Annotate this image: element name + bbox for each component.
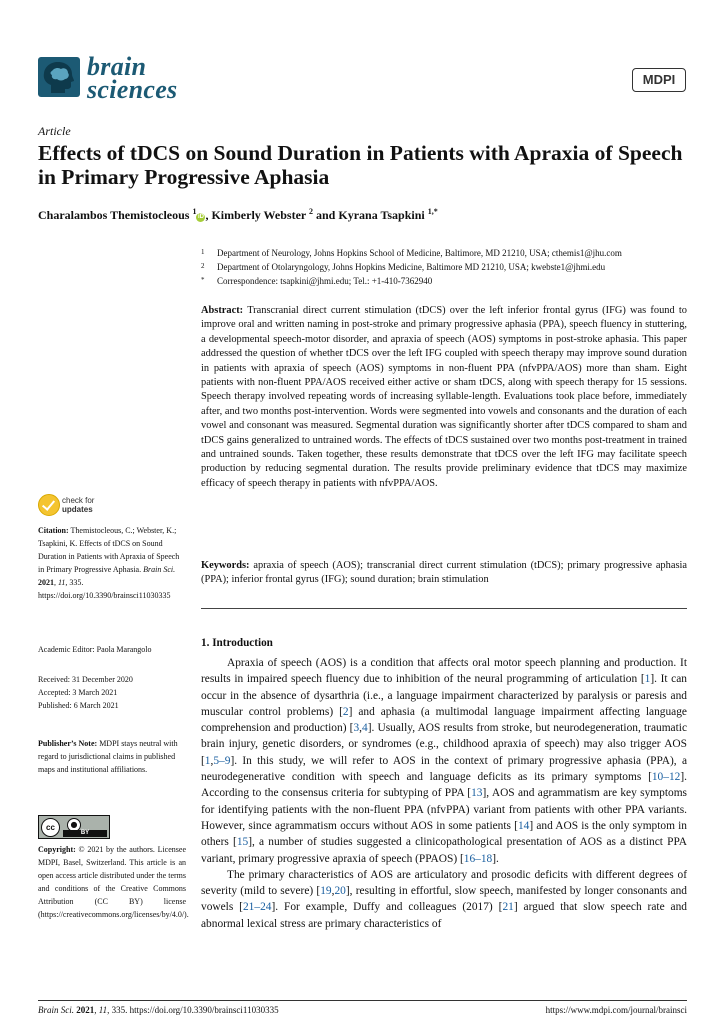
- citation-label: Citation:: [38, 526, 69, 535]
- dates-block: [38, 673, 186, 712]
- intro-text: ], resulting in effortful, slow speech, manifested by longer consonants and vowels [: [201, 885, 687, 914]
- citation-ref[interactable]: 1: [204, 754, 211, 767]
- correspondence-text: Correspondence: tsapkini@jhmi.edu; Tel.: +1-410-7362940: [217, 276, 433, 286]
- footer-doi[interactable]: , 335. https://doi.org/10.3390/brainsci11030335: [107, 1005, 279, 1015]
- citation-ref[interactable]: 20: [334, 885, 346, 898]
- citation-ref[interactable]: 2: [342, 705, 349, 718]
- intro-text: ]. According to the consensus criteria for subtyping of PPA [: [201, 771, 687, 800]
- affiliation-row: [201, 260, 622, 274]
- citation-text: Themistocleous, C.; Webster, K.; Tsapkini, K. Effects of tDCS on Sound Duration in Patients with Apraxia of Speech in Primary Progressive Aphasia.: [38, 526, 180, 574]
- journal-logo-icon: [38, 57, 80, 97]
- intro-paragraph-1: [201, 655, 687, 867]
- journal-name-line2: sciences: [87, 75, 178, 104]
- citation-ref[interactable]: 15: [236, 836, 249, 849]
- citation-ref[interactable]: 1: [644, 673, 651, 686]
- abstract-label: Abstract:: [201, 305, 244, 316]
- author-name[interactable]: Kimberly Webster: [211, 208, 306, 222]
- intro-text: ] and AOS is the only symptom in others [: [201, 819, 687, 849]
- intro-text: ,: [359, 722, 362, 735]
- affiliation-text: Department of Neurology, Johns Hopkins School of Medicine, Baltimore, MD 21210, USA; cthemis1@jhu.com: [217, 248, 622, 258]
- publisher-note: [38, 737, 186, 776]
- section-heading: 1. Introduction: [201, 637, 273, 649]
- copyright-label: Copyright:: [38, 845, 76, 854]
- affiliation-row: [201, 274, 622, 288]
- cc-by-license-icon[interactable]: [38, 815, 110, 839]
- footer-year: 2021: [76, 1005, 95, 1015]
- citation-ref[interactable]: 16–18: [463, 852, 493, 865]
- author-sup: 2: [309, 207, 313, 216]
- check-line2: updates: [62, 505, 93, 514]
- author-and: and: [313, 208, 339, 222]
- article-title: Effects of tDCS on Sound Duration in Patients with Apraxia of Speech in Primary Progressive Aphasia: [38, 141, 683, 189]
- received-date: Received: 31 December 2020: [38, 675, 133, 684]
- abstract-text: Transcranial direct current stimulation (tDCS) over the left inferior frontal gyrus (IFG) was found to improve oral and written naming in post-stroke and primary progressive aphasia (PPA), speech fluency in stuttering, a developmental speech-motor disorder, and apraxia of speech (AOS) symptoms in post-stroke aphasia. This paper addressed the question of whether tDCS over the left IFG coupled with speech therapy may improve sound duration in patients with apraxia of speech (AOS) symptoms in non-fluent PPA (nfvPPA/AOS) more than sham. Eight patients with non-fluent PPA/AOS received either active or sham tDCS, along with speech therapy for 15 sessions. Speech therapy involved repeating words of increasing syllable-length. Evaluations took place before, immediately after, and two months post-intervention. Words were segmented into vowels and consonants and the duration of each vowel and consonant was measured. Segmental duration was significantly shorter after tDCS compared to sham and tDCS gains generalized to untrained words. The effects of tDCS sustained over two months post-treatment in trained and untrained sounds. Taken together, these results demonstrate that tDCS over the left IFG may facilitate speech production by reducing segmental duration. The results provide preliminary evidence that tDCS may maximize efficacy of speech therapy in patients with nfvPPA/AOS.: [201, 305, 687, 489]
- keywords-label: Keywords:: [201, 560, 250, 571]
- citation-ref[interactable]: 5–9: [213, 754, 231, 767]
- author-sup: 1: [192, 207, 197, 216]
- intro-text: The primary characteristics of AOS are articulatory and prosodic deficits with different degrees of severity (mild to severe) [: [201, 868, 687, 898]
- by-label: BY: [63, 830, 107, 837]
- cc-label: cc: [41, 818, 60, 837]
- citation-ref[interactable]: 19: [320, 885, 332, 898]
- affiliation-mark: *: [201, 276, 205, 284]
- affiliation-mark: 2: [201, 262, 205, 270]
- footer-journal-url[interactable]: https://www.mdpi.com/journal/brainsci: [545, 1005, 687, 1015]
- footer-divider: [38, 1000, 687, 1001]
- footer-citation: Brain Sci. 2021, 11, 335. https://doi.org/10.3390/brainsci11030335: [38, 1005, 279, 1015]
- intro-text: ]. Usually, AOS results from stroke, but neurodegeneration, traumatic brain injury, genetic disorders, or syndromes (e.g., childhood apraxia of speech) may also trigger AOS [: [201, 722, 688, 767]
- intro-text: ,: [210, 754, 214, 767]
- affiliation-row: [201, 246, 622, 260]
- author-name[interactable]: Charalambos Themistocleous: [38, 208, 190, 222]
- intro-text: ], AOS and agrammatism are key symptoms for identifying patients with the non-fluent PPA (nfvPPA) variant from patients with other PPA variants. However, since agrammatism occurs without AOS in some patients [: [201, 787, 687, 832]
- journal-name: [87, 52, 178, 104]
- publisher-note-text: MDPI stays neutral with regard to jurisdictional claims in published maps and institutional affiliations.: [38, 739, 178, 774]
- author-list: [38, 207, 438, 223]
- citation-volume: 11: [58, 578, 66, 587]
- affiliations: [201, 246, 622, 288]
- journal-name-line1: brain: [87, 52, 147, 81]
- publisher-note-label: Publisher’s Note:: [38, 739, 98, 748]
- citation-ref[interactable]: 21–24: [242, 901, 272, 914]
- intro-text: ]. For example, Duffy and colleagues (2017) [: [271, 901, 503, 914]
- introduction-body: [201, 655, 687, 932]
- intro-text: ].: [492, 852, 499, 865]
- author-separator: ,: [205, 208, 212, 222]
- footer-volume: 11: [98, 1005, 108, 1015]
- keywords: [201, 559, 687, 588]
- citation-ref[interactable]: 4: [362, 722, 368, 735]
- academic-editor: Academic Editor: Paola Marangolo: [38, 645, 152, 654]
- intro-text: ], a number of studies suggested a clinicopathological presentation of AOS as a distinct PPA variant, primary progressive apraxia of speech (PPAOS) [: [201, 836, 687, 865]
- citation-ref[interactable]: 21: [502, 901, 514, 914]
- citation-year: 2021: [38, 578, 54, 587]
- check-for-updates-icon[interactable]: [38, 494, 60, 516]
- citation-ref[interactable]: 14: [517, 819, 530, 832]
- citation-ref[interactable]: 13: [471, 787, 483, 800]
- article-type: Article: [38, 124, 71, 138]
- section-divider: [201, 608, 687, 609]
- footer-journal: Brain Sci.: [38, 1005, 74, 1015]
- abstract: [201, 304, 687, 491]
- author-name[interactable]: Kyrana Tsapkini: [338, 208, 425, 222]
- author-sup: 1,*: [427, 207, 438, 216]
- published-date: Published: 6 March 2021: [38, 701, 119, 710]
- intro-paragraph-2: [201, 867, 687, 932]
- citation-journal: Brain Sci.: [143, 565, 176, 574]
- person-icon: ●: [67, 818, 81, 832]
- citation-ref[interactable]: 10–12: [651, 771, 681, 784]
- intro-text: ] and aphasia (a multimodal language impairment affecting language comprehension and production) [: [201, 705, 687, 735]
- intro-text: ]. It can occur in the absence of dysarthria (i.e., a language impairment characterized by paralysis or paresis and muscular control problems) [: [201, 673, 687, 718]
- copyright-text: © 2021 by the authors. Licensee MDPI, Basel, Switzerland. This article is an open access article distributed under the terms and conditions of the Creative Commons Attribution (CC BY) license (https://creativecommons.org/licenses/by/4.0/).: [38, 845, 189, 919]
- citation-block: Citation: Themistocleous, C.; Webster, K.; Tsapkini, K. Effects of tDCS on Sound Duration in Patients with Apraxia of Speech in Primary Progressive Aphasia. Brain Sci. 2021, 11, 335. https://doi.org/10.3390/brainsci11030335: [38, 526, 180, 600]
- citation-ref[interactable]: 3: [353, 722, 360, 735]
- citation-doi[interactable]: , 335. https://doi.org/10.3390/brainsci11030335: [38, 578, 171, 600]
- intro-text: ]. In this study, we will refer to AOS in the context of primary progressive aphasia (PPA), a neurodegenerative condition with speech and language deficits as its primary symptoms [: [201, 754, 687, 784]
- accepted-date: Accepted: 3 March 2021: [38, 688, 118, 697]
- intro-text: ,: [331, 885, 335, 898]
- copyright-block: [38, 843, 189, 921]
- intro-text: ] argued that slow speech rate and abnormal lexical stress are primary characteristics of: [201, 901, 687, 930]
- publisher-logo: MDPI: [632, 68, 686, 92]
- check-for-updates-label[interactable]: [62, 496, 94, 514]
- keywords-text: apraxia of speech (AOS); transcranial direct current stimulation (tDCS); primary progressive aphasia (PPA); inferior frontal gyrus (IFG); sound duration; brain stimulation: [201, 560, 687, 586]
- orcid-icon[interactable]: iD: [197, 214, 204, 220]
- affiliation-mark: 1: [201, 248, 205, 256]
- affiliation-text: Department of Otolaryngology, Johns Hopkins Medicine, Baltimore MD 21210, USA; kwebste1@jhmi.edu: [217, 262, 606, 272]
- intro-text: Apraxia of speech (AOS) is a condition that affects oral motor speech planning and production. It results in impaired speech fluency due to inhibition of the neural programming of articulation [: [201, 657, 687, 686]
- check-line1: check for: [62, 496, 95, 505]
